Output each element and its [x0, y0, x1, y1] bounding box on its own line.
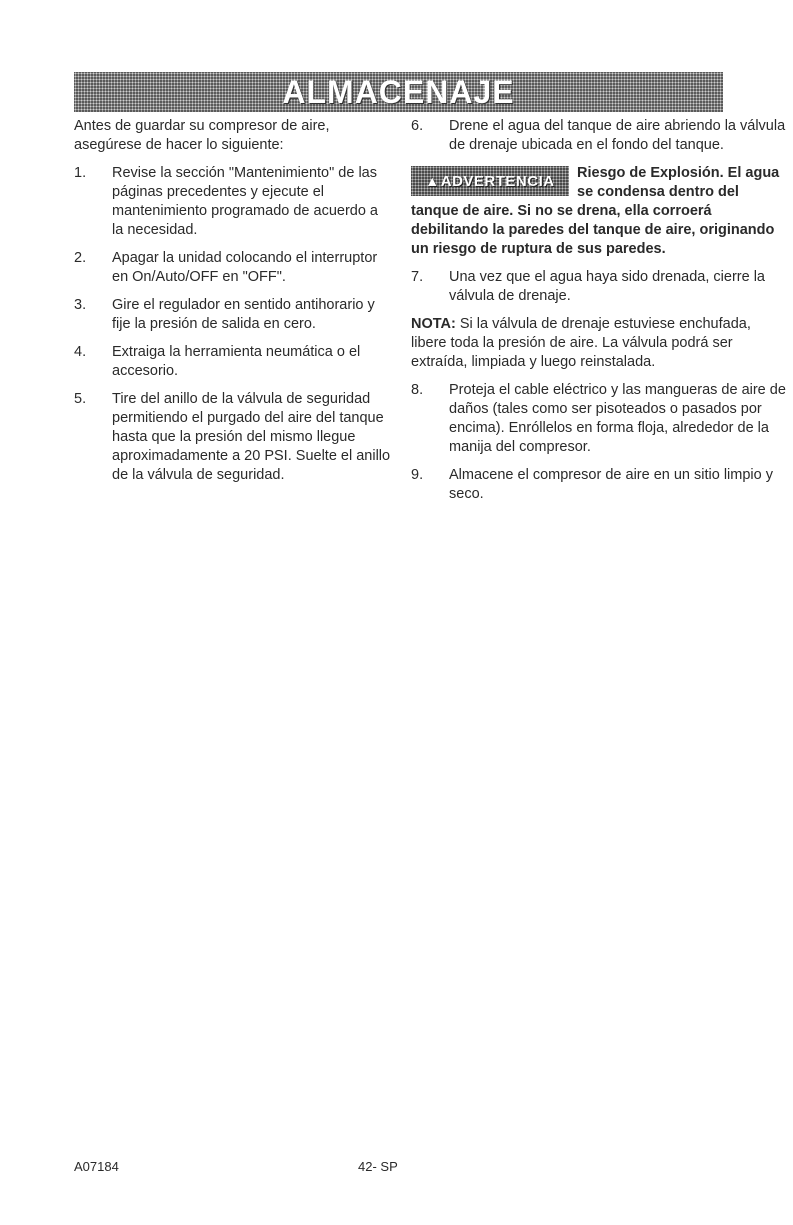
step-9	[411, 466, 786, 504]
note-block	[411, 315, 786, 372]
step-2	[74, 249, 392, 287]
warning-block	[411, 164, 786, 259]
document-code: A07184	[74, 1159, 119, 1174]
step-5	[74, 390, 392, 485]
step-text: Extraiga la herramienta neumática o el accesorio.	[112, 344, 361, 379]
warning-text: Riesgo de Explosión. El agua se condensa dentro del tanque de aire. Si no se drena, ella corroerá debilitando la paredes del tanque de aire, originando un riesgo de ruptura de sus paredes.	[411, 165, 780, 257]
step-number: 2.	[74, 250, 87, 266]
warning-badge-label: ADVERTENCIA	[440, 173, 555, 190]
intro-text: Antes de guardar su compresor de aire, asegúrese de hacer lo siguiente:	[74, 118, 330, 153]
step-number: 5.	[74, 391, 87, 407]
note-label: NOTA:	[411, 316, 456, 332]
warning-badge	[411, 166, 569, 196]
step-text: Proteja el cable eléctrico y las mangueras de aire de daños (tales como ser pisoteados o pasados por encima). Enróllelos en forma floja, alrededor de la manija del compresor.	[449, 382, 786, 455]
step-8	[411, 381, 786, 457]
step-3	[74, 296, 392, 334]
step-number: 1.	[74, 165, 87, 181]
note-text: Si la válvula de drenaje estuviese enchufada, libere toda la presión de aire. La válvula podrá ser extraída, limpiada y luego reinstalada.	[411, 316, 751, 370]
step-number: 4.	[74, 344, 87, 360]
step-text: Una vez que el agua haya sido drenada, cierre la válvula de drenaje.	[449, 269, 765, 304]
left-column	[74, 117, 392, 494]
right-column	[411, 117, 786, 513]
step-number: 7.	[411, 269, 424, 285]
section-title: ALMACENAJE	[282, 74, 515, 110]
step-4	[74, 343, 392, 381]
step-number: 3.	[74, 297, 87, 313]
step-text: Revise la sección "Mantenimiento" de las páginas precedentes y ejecute el mantenimiento programado de acuerdo a la necesidad.	[112, 165, 378, 238]
step-1	[74, 164, 392, 240]
step-text: Drene el agua del tanque de aire abriendo la válvula de drenaje ubicada en el fondo del tanque.	[449, 118, 786, 153]
step-7	[411, 268, 786, 306]
step-text: Gire el regulador en sentido antihorario y fije la presión de salida en cero.	[112, 297, 375, 332]
step-text: Apagar la unidad colocando el interruptor en On/Auto/OFF en "OFF".	[112, 250, 378, 285]
step-number: 9.	[411, 467, 424, 483]
step-6	[411, 117, 786, 155]
step-text: Almacene el compresor de aire en un sitio limpio y seco.	[449, 467, 773, 502]
warning-triangle-icon: ▲	[425, 173, 440, 189]
step-number: 8.	[411, 382, 424, 398]
step-number: 6.	[411, 118, 424, 134]
page-number: 42- SP	[358, 1159, 398, 1174]
section-banner	[74, 72, 723, 112]
step-text: Tire del anillo de la válvula de seguridad permitiendo el purgado del aire del tanque hasta que la presión del mismo llegue aproximadamente a 20 PSI. Suelte el anillo de la válvula de seguridad.	[112, 391, 391, 483]
